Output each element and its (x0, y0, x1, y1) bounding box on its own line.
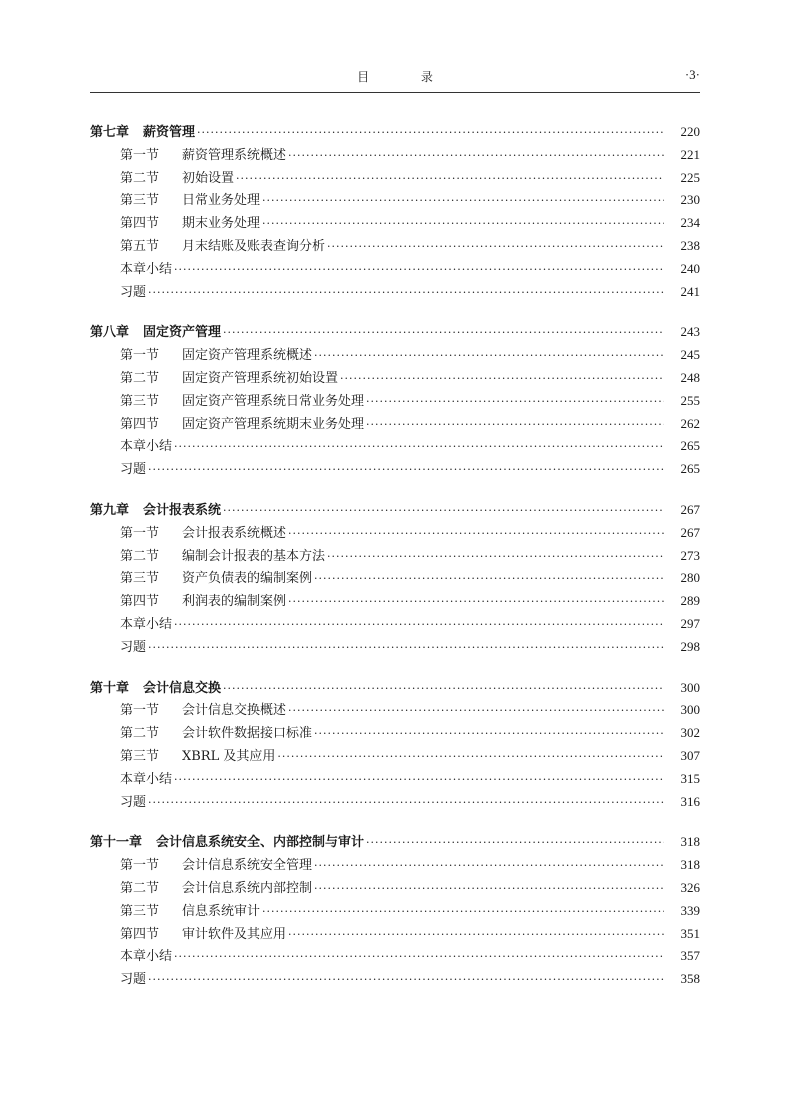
page-number: ·3· (684, 67, 700, 82)
page-number-ref: 326 (680, 879, 700, 895)
page-number-ref: 280 (680, 570, 700, 586)
chapter-block (90, 321, 700, 481)
chapter-title (90, 831, 364, 850)
section-entry[interactable] (90, 390, 700, 413)
page-number-ref: 265 (680, 461, 700, 477)
section-number: 第三节 (120, 571, 160, 587)
section-entry[interactable] (90, 435, 700, 458)
entry-title: 资产负债表的编制案例 (182, 571, 313, 587)
page-number-ref: 245 (680, 347, 700, 363)
section-entry[interactable] (90, 636, 700, 659)
section-title (120, 458, 146, 477)
dot-leader (277, 750, 664, 763)
dot-leader (288, 928, 664, 941)
section-entry[interactable] (90, 545, 700, 568)
page-number-ref: 221 (680, 146, 700, 162)
section-entry[interactable] (90, 413, 700, 436)
dot-leader (174, 950, 664, 963)
page-number-ref: 230 (680, 192, 700, 208)
page-number-ref: 243 (680, 324, 700, 340)
section-title (120, 923, 286, 942)
dot-leader (314, 572, 664, 585)
section-entry[interactable] (90, 854, 700, 877)
chapter-block (90, 121, 700, 303)
section-number: 第二节 (120, 170, 160, 186)
page-number-ref: 316 (680, 793, 700, 809)
entry-title: 习题 (120, 462, 147, 478)
section-title (120, 968, 146, 987)
section-entry[interactable] (90, 522, 700, 545)
section-number: 第一节 (120, 858, 160, 874)
entry-title: 习题 (120, 972, 147, 988)
entry-title: 会计报表系统概述 (182, 525, 287, 541)
page-number-ref: 307 (680, 747, 700, 763)
dot-leader (366, 418, 664, 431)
entry-title: 信息系统审计 (182, 903, 261, 919)
section-number: 第四节 (120, 594, 160, 610)
section-title (120, 900, 260, 919)
page-number-ref: 220 (680, 124, 700, 139)
entry-title: 固定资产管理系统概述 (182, 348, 313, 364)
entry-title: 固定资产管理系统初始设置 (182, 370, 339, 386)
section-number: 第四节 (120, 216, 160, 232)
section-title (120, 167, 234, 186)
section-entry[interactable] (90, 699, 700, 722)
section-entry[interactable] (90, 900, 700, 923)
chapter-entry[interactable] (90, 321, 700, 344)
section-entry[interactable] (90, 968, 700, 991)
section-title (120, 877, 312, 896)
dot-leader (340, 372, 664, 385)
page-number-ref: 262 (680, 415, 700, 431)
section-entry[interactable] (90, 344, 700, 367)
dot-leader (288, 527, 664, 540)
page-number-ref: 318 (680, 834, 700, 850)
page-number-ref: 302 (680, 725, 700, 741)
page-number-ref: 315 (680, 770, 700, 786)
page-number-ref: 339 (680, 902, 700, 918)
entry-title: 固定资产管理 (143, 325, 222, 341)
chapter-title (90, 499, 221, 518)
section-title (120, 590, 286, 609)
dot-leader (223, 504, 664, 517)
section-entry[interactable] (90, 212, 700, 235)
section-title (120, 722, 312, 741)
dot-leader (174, 263, 664, 276)
entry-title: 薪资管理系统概述 (182, 147, 287, 163)
chapter-title (90, 121, 195, 140)
section-number: 第二节 (120, 370, 160, 386)
dot-leader (366, 395, 664, 408)
entry-title: 审计软件及其应用 (182, 926, 287, 942)
dot-leader (288, 149, 664, 162)
section-entry[interactable] (90, 745, 700, 768)
dot-leader (262, 217, 664, 230)
chapter-number: 第十一章 (90, 835, 143, 851)
section-number: 第三节 (120, 903, 160, 919)
entry-title: 利润表的编制案例 (182, 594, 287, 610)
section-title (120, 567, 312, 586)
table-of-contents (90, 121, 700, 1009)
page-number-ref: 351 (680, 925, 700, 941)
dot-leader (174, 618, 664, 631)
dot-leader (327, 240, 664, 253)
section-title (120, 144, 286, 163)
dot-leader (197, 126, 664, 139)
section-entry[interactable] (90, 367, 700, 390)
section-entry[interactable] (90, 722, 700, 745)
section-number: 第五节 (120, 238, 160, 254)
section-title (120, 212, 260, 231)
chapter-entry[interactable] (90, 677, 700, 700)
section-number: 第一节 (120, 348, 160, 364)
page-number-ref: 267 (680, 524, 700, 540)
entry-title: 薪资管理 (143, 125, 196, 140)
dot-leader (174, 440, 664, 453)
section-entry[interactable] (90, 590, 700, 613)
dot-leader (314, 727, 664, 740)
section-title (120, 413, 364, 432)
dot-leader (174, 773, 664, 786)
chapter-entry[interactable] (90, 831, 700, 854)
section-number: 第二节 (120, 726, 160, 742)
entry-title: 本章小结 (120, 616, 173, 632)
entry-title: 会计软件数据接口标准 (182, 726, 313, 742)
page-number-ref: 255 (680, 392, 700, 408)
section-number: 第四节 (120, 416, 160, 432)
page-number-ref: 318 (680, 857, 700, 873)
chapter-block (90, 831, 700, 991)
entry-title: 习题 (120, 794, 147, 810)
dot-leader (288, 704, 664, 717)
dot-leader (236, 172, 664, 185)
page-number-ref: 297 (680, 615, 700, 631)
entry-title: 本章小结 (120, 949, 173, 965)
dot-leader (223, 326, 664, 339)
chapter-entry[interactable] (90, 499, 700, 522)
section-title (120, 189, 260, 208)
section-title (120, 367, 338, 386)
entry-title: 会计信息系统内部控制 (182, 880, 313, 896)
entry-title: XBRL 及其应用 (182, 748, 276, 764)
entry-title: 本章小结 (120, 439, 173, 455)
section-number: 第三节 (120, 748, 160, 764)
page-number-ref: 265 (680, 438, 700, 454)
section-number: 第二节 (120, 880, 160, 896)
chapter-number: 第九章 (90, 502, 130, 518)
dot-leader (148, 973, 664, 986)
page-number-ref: 298 (680, 638, 700, 654)
page-number-ref: 289 (680, 593, 700, 609)
chapter-block (90, 677, 700, 814)
entry-title: 习题 (120, 639, 147, 655)
section-title (120, 390, 364, 409)
page-number-ref: 225 (680, 169, 700, 185)
entry-title: 会计信息系统安全、内部控制与审计 (156, 835, 365, 851)
section-number: 第一节 (120, 147, 160, 163)
section-title (120, 745, 275, 764)
section-entry[interactable] (90, 144, 700, 167)
section-title (120, 636, 146, 655)
dot-leader (148, 286, 664, 299)
section-entry[interactable] (90, 877, 700, 900)
dot-leader (223, 682, 664, 695)
section-entry[interactable] (90, 458, 700, 481)
dot-leader (148, 641, 664, 654)
section-title (120, 945, 172, 964)
section-title (120, 768, 172, 787)
section-number: 第一节 (120, 525, 160, 541)
section-title (120, 235, 325, 254)
page-number-ref: 358 (680, 971, 700, 987)
page-number-ref: 240 (680, 260, 700, 276)
entry-title: 固定资产管理系统日常业务处理 (182, 393, 365, 409)
entry-title: 日常业务处理 (182, 193, 261, 209)
section-entry[interactable] (90, 923, 700, 946)
entry-title: 会计信息交换 (143, 680, 222, 696)
section-number: 第三节 (120, 193, 160, 209)
section-number: 第四节 (120, 926, 160, 942)
dot-leader (314, 859, 664, 872)
entry-title: 期末业务处理 (182, 216, 261, 232)
dot-leader (262, 194, 664, 207)
page-number-ref: 248 (680, 369, 700, 385)
chapter-block (90, 499, 700, 659)
chapter-number: 第七章 (90, 125, 130, 140)
section-title (120, 281, 146, 300)
chapter-number: 第十章 (90, 680, 130, 696)
dot-leader (148, 796, 664, 809)
dot-leader (288, 595, 664, 608)
section-entry[interactable] (90, 167, 700, 190)
entry-title: 初始设置 (182, 170, 235, 186)
page-number-ref: 357 (680, 948, 700, 964)
section-title (120, 258, 172, 277)
page-number-ref: 273 (680, 547, 700, 563)
entry-title: 会计信息交换概述 (182, 703, 287, 719)
section-title (120, 344, 312, 363)
page-header (90, 64, 700, 93)
section-entry[interactable] (90, 189, 700, 212)
entry-title: 会计报表系统 (143, 502, 222, 518)
entry-title: 本章小结 (120, 261, 173, 277)
section-entry[interactable] (90, 791, 700, 814)
page-number-ref: 241 (680, 283, 700, 299)
entry-title: 固定资产管理系统期末业务处理 (182, 416, 365, 432)
section-title (120, 545, 325, 564)
entry-title: 会计信息系统安全管理 (182, 858, 313, 874)
entry-title: 习题 (120, 284, 147, 300)
section-title (120, 854, 312, 873)
dot-leader (262, 905, 664, 918)
section-entry[interactable] (90, 567, 700, 590)
section-entry[interactable] (90, 768, 700, 791)
dot-leader (314, 349, 664, 362)
section-number: 第二节 (120, 548, 160, 564)
entry-title: 本章小结 (120, 771, 173, 787)
section-number: 第三节 (120, 393, 160, 409)
page-number-ref: 300 (680, 702, 700, 718)
section-title (120, 699, 286, 718)
header-title: 目 录 (357, 70, 457, 84)
page-number-ref: 267 (680, 501, 700, 517)
chapter-title (90, 677, 221, 696)
dot-leader (327, 550, 664, 563)
entry-title: 编制会计报表的基本方法 (182, 548, 326, 564)
page-number-ref: 300 (680, 679, 700, 695)
section-entry[interactable] (90, 258, 700, 281)
section-title (120, 522, 286, 541)
section-entry[interactable] (90, 945, 700, 968)
page-number-ref: 238 (680, 237, 700, 253)
section-entry[interactable] (90, 613, 700, 636)
entry-title: 月末结账及账表查询分析 (182, 238, 326, 254)
section-title (120, 435, 172, 454)
dot-leader (314, 882, 664, 895)
chapter-entry[interactable] (90, 121, 700, 144)
chapter-title (90, 321, 221, 340)
section-entry[interactable] (90, 281, 700, 304)
section-number: 第一节 (120, 703, 160, 719)
chapter-number: 第八章 (90, 325, 130, 341)
page-number-ref: 234 (680, 215, 700, 231)
section-entry[interactable] (90, 235, 700, 258)
dot-leader (148, 463, 664, 476)
dot-leader (366, 836, 664, 849)
section-title (120, 613, 172, 632)
section-title (120, 791, 146, 810)
